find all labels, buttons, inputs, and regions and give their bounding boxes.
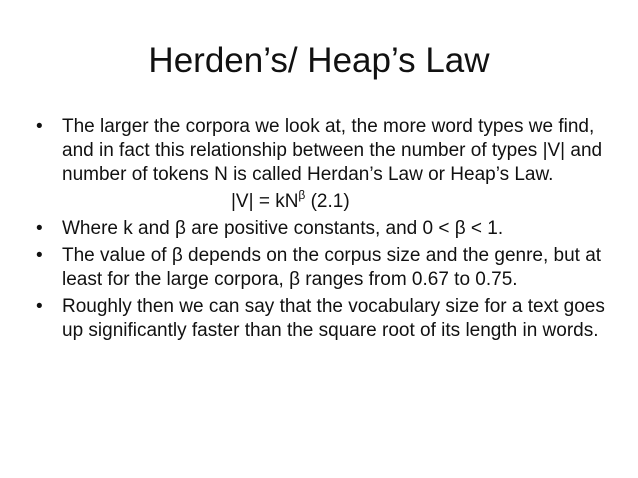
bullet-text: Where k and β are positive constants, and 0 < β < 1.: [62, 218, 504, 239]
bullet-text: The larger the corpora we look at, the more word types we find, and in fact this relationship between the number of types |V| and number of tokens N is called Herdan’s Law or Heap’s Law.: [62, 116, 603, 185]
bullet-item: [36, 115, 611, 187]
formula: [36, 187, 611, 214]
bullet-text: The value of β depends on the corpus size and the genre, but at least for the large corpora, β ranges from 0.67 to 0.75.: [62, 245, 602, 290]
slide-title: Herden’s/ Heap’s Law: [148, 41, 490, 80]
bullet-marker: •: [36, 245, 43, 266]
bullet-marker: •: [36, 218, 43, 239]
slide-body: [36, 115, 611, 346]
formula-exponent: β: [298, 187, 306, 202]
bullet-item: [36, 244, 611, 292]
bullet-marker: •: [36, 116, 43, 137]
formula-equation-number: (2.1): [305, 191, 350, 212]
bullet-item: [36, 217, 611, 241]
bullet-marker: •: [36, 296, 43, 317]
bullet-item: [36, 295, 611, 343]
bullet-text: Roughly then we can say that the vocabulary size for a text goes up significantly faster than the square root of its length in words.: [62, 296, 605, 341]
formula-lhs: |V| = kN: [231, 191, 299, 212]
